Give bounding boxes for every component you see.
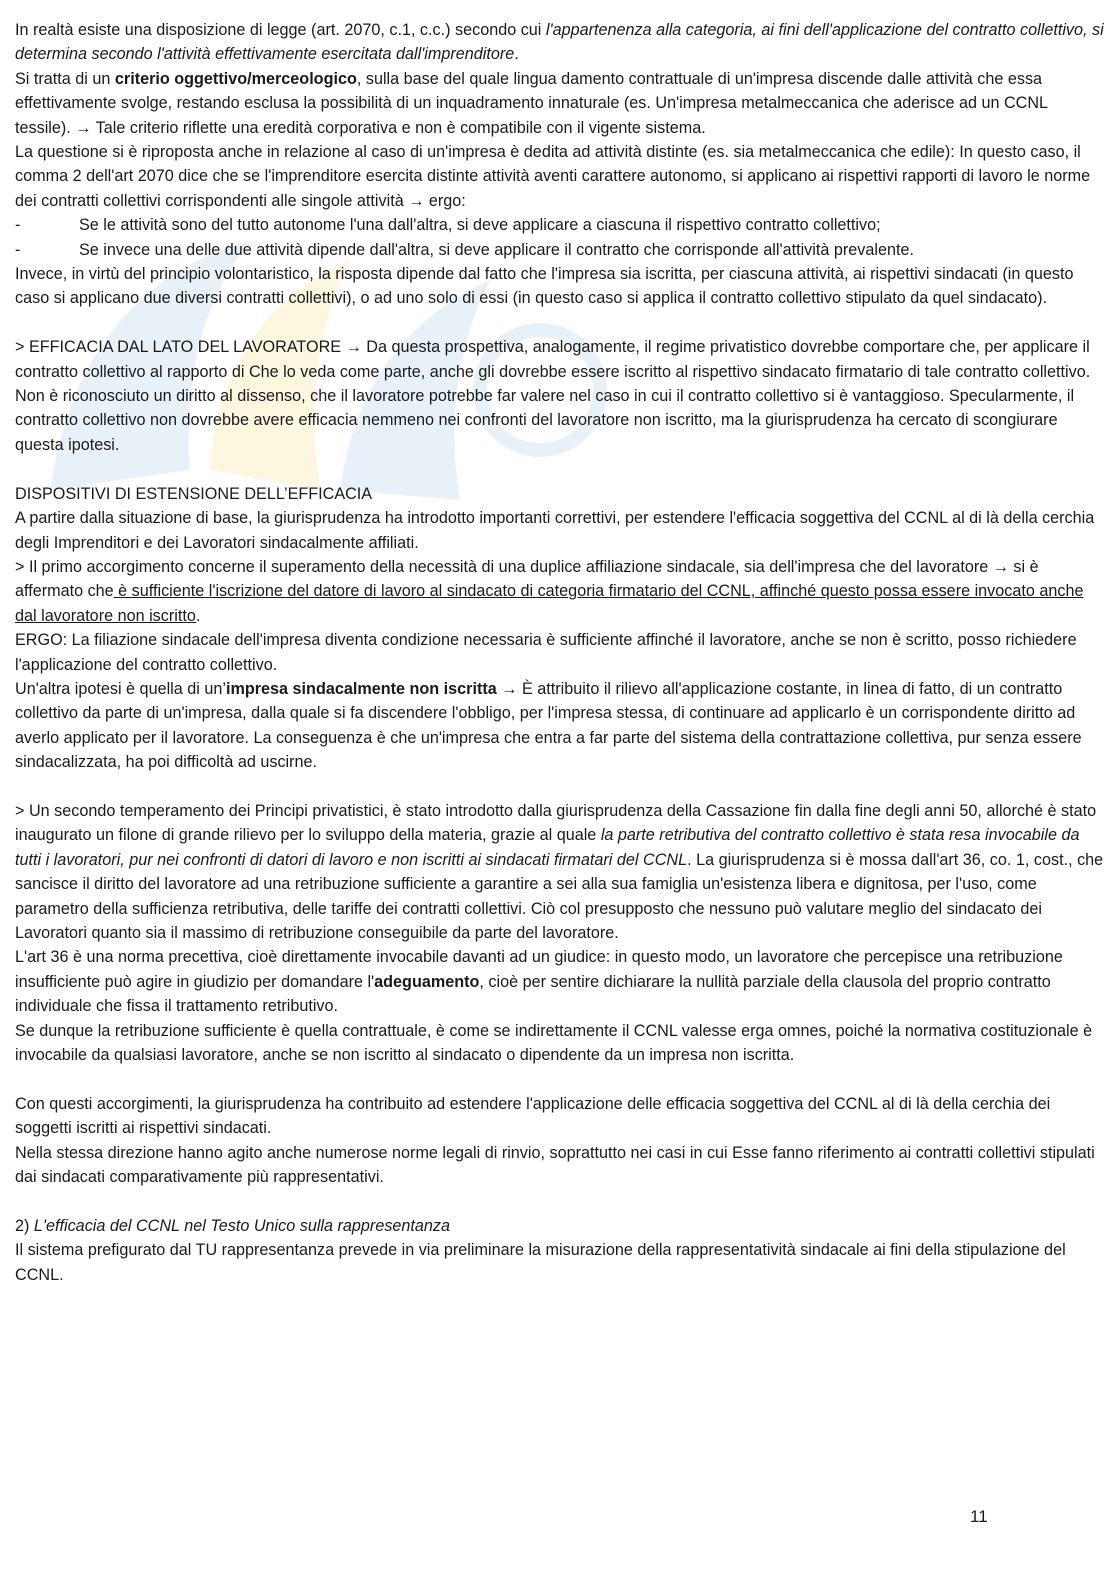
paragraph-correttivi: A partire dalla situazione di base, la giurisprudenza ha introdotto importanti correttivi, per estendere l'efficacia soggettiva del CCNL al di là della cerchia degli Imprenditori e dei Lavoratori sindacalmente affiliati. [15, 509, 1095, 552]
paragraph-ergo: ERGO: La filiazione sindacale dell'impresa diventa condizione necessaria è sufficiente affinché il lavoratore, anche se non è scritto, posso richiedere l'applicazione del contratto collettivo. [15, 631, 1077, 674]
paragraph-art-2070: In realtà esiste una disposizione di legge (art. 2070, c.1, c.c.) secondo cui l'appartenenza alla categoria, ai fini dell'applicazione del contratto collettivo, si determina secondo l'attività effettivamente esercitata dall'imprenditore. [15, 21, 1104, 64]
paragraph-impresa-non-iscritta: Un'altra ipotesi è quella di un’impresa sindacalmente non iscritta → È attribuito il rilievo all'applicazione costante, in linea di fatto, di un contratto collettivo da parte di un'impresa, dalla quale si fa discendere l'obbligo, per l'impresa stessa, di continuare ad applicarlo è un corrispondente diritto ad averlo applicato per il lavoratore. La conseguenza è che un'impresa che entra a far parte del sistema della contrattazione collettiva, pur senza essere sindacalizzata, ha poi difficoltà ad uscirne. [15, 679, 1082, 772]
paragraph-attivita-distinte: La questione si è riproposta anche in relazione al caso di un'impresa è dedita ad attività distinte (es. sia metalmeccanica che edile): In questo caso, il comma 2 dell'art 2070 dice che se l'imprenditore esercita distinte attività aventi carattere autonomo, si applicano ai rispettivi rapporti di lavoro le norme dei contratti collettivi corrispondenti alle singole attività → ergo: [15, 143, 1091, 210]
paragraph-principio-volontaristico: Invece, in virtù del principio volontaristico, la risposta dipende dal fatto che l'impresa sia iscritta, per ciascuna attività, ai rispettivi sindacati (in questo caso si applicano due diversi contratti collettivi), o ad uno solo di essi (in questo caso si applica il contratto collettivo stipulato da quel sindacato). [15, 265, 1074, 308]
paragraph-erga-omnes: Se dunque la retribuzione sufficiente è quella contrattuale, è come se indirettamente il CCNL valesse erga omnes, poiché la normativa costituzionale è invocabile da qualsiasi lavoratore, anche se non iscritto al sindacato o dipendente da un impresa non iscritta. [15, 1021, 1093, 1065]
paragraph-efficacia-lavoratore: > EFFICACIA DAL LATO DEL LAVORATORE → Da questa prospettiva, analogamente, il regime privatistico dovrebbe comportare che, per applicare il contratto collettivo al rapporto di Che lo veda come parte, anche gli dovrebbe essere iscritto al rispettivo sindacato firmatario di tale contratto collettivo. [15, 338, 1091, 381]
paragraph-primo-accorgimento: > Il primo accorgimento concerne il superamento della necessità di una duplice affiliazione sindacale, sia dell'impresa che del lavoratore → si è affermato che è sufficiente l'iscrizione del datore di lavoro al sindacato di categoria firmatario del CCNL, affinché questo possa essere invocato anche dal lavoratore non iscritto. [15, 557, 1084, 625]
list-item: - Se invece una delle due attività dipende dall'altra, si deve applicare il contratto che corrisponde all'attività prevalente. [15, 240, 914, 259]
section-heading-dispositivi: DISPOSITIVI DI ESTENSIONE DELL’EFFICACIA [15, 484, 373, 503]
paragraph-secondo-temperamento: > Un secondo temperamento dei Principi privatistici, è stato introdotto dalla giurisprudenza della Cassazione fin dalla fine degli anni 50, allorché è stato inaugurato un filone di grande rilievo per lo sviluppo della materia, grazie al quale la parte retributiva del contratto collettivo è stata resa invocabile da tutti i lavoratori, pur nei confronti di datori di lavoro e non iscritti ai sindacati firmatari del CCNL. La giurisprudenza si è mossa dall'art 36, co. 1, cost., che sancisce il diritto del lavoratore ad una retribuzione sufficiente a garantire a sei alla sua famiglia un'esistenza libera e dignitosa, per l'uso, come parametro della sufficienza retributiva, delle tariffe dei contratti collettivi. Ciò col presupposto che nessuno può valutare meglio del sindacato dei Lavoratori quanto sia il massimo di retribuzione conseguibile da parte del lavoratore. [15, 801, 1104, 942]
list-item: - Se le attività sono del tutto autonome l'una dall'altra, si deve applicare a ciascuna il rispettivo contratto collettivo; [15, 216, 881, 235]
paragraph-art-36: L'art 36 è una norma precettiva, cioè direttamente invocabile davanti ad un giudice: in questo modo, un lavoratore che percepisce una retribuzione insufficiente può agire in giudizio per domandare l'adeguamento, cioè per sentire dichiarare la nullità parziale della clausola del proprio contratto individuale che fissa il trattamento retributivo. [15, 948, 1063, 1016]
paragraph-tu-rappresentanza: Il sistema prefigurato dal TU rappresentanza prevede in via preliminare la misurazione della rappresentatività sindacale ai fini della stipulazione del CCNL. [15, 1241, 1066, 1284]
paragraph-accorgimenti: Con questi accorgimenti, la giurisprudenza ha contribuito ad estendere l'applicazione delle efficacia soggettiva del CCNL al di là della cerchia dei soggetti iscritti ai rispettivi sindacati. [15, 1094, 1051, 1138]
paragraph-diritto-dissenso: Non è riconosciuto un diritto al dissenso, che il lavoratore potrebbe far valere nel caso in cui il contratto collettivo si è vantaggioso. Specularmente, il contratto collettivo non dovrebbe avere efficacia nemmeno nei confronti del lavoratore non iscritto, ma la giurisprudenza ha cercato di scongiurare questa ipotesi. [15, 387, 1075, 454]
section-heading-testo-unico: 2) L'efficacia del CCNL nel Testo Unico sulla rappresentanza [15, 1216, 451, 1235]
paragraph-norme-rinvio: Nella stessa direzione hanno agito anche numerose norme legali di rinvio, soprattutto nei casi in cui Esse fanno riferimento ai contratti collettivi stipulati dai sindacati comparativamente più rappresentativi. [15, 1143, 1095, 1187]
document-page [15, 18, 1105, 1287]
paragraph-criterio-oggettivo: Si tratta di un criterio oggettivo/merceologico, sulla base del quale lingua damento contrattuale di un'impresa discende dalle attività che essa effettivamente svolge, restando esclusa la possibilità di un inquadramento innaturale (es. Un'impresa metalmeccanica che aderisce ad un CCNL tessile). → Tale criterio riflette una eredità corporativa e non è compatibile con il vigente sistema. [15, 69, 1048, 137]
page-number: 11 [970, 1507, 988, 1526]
